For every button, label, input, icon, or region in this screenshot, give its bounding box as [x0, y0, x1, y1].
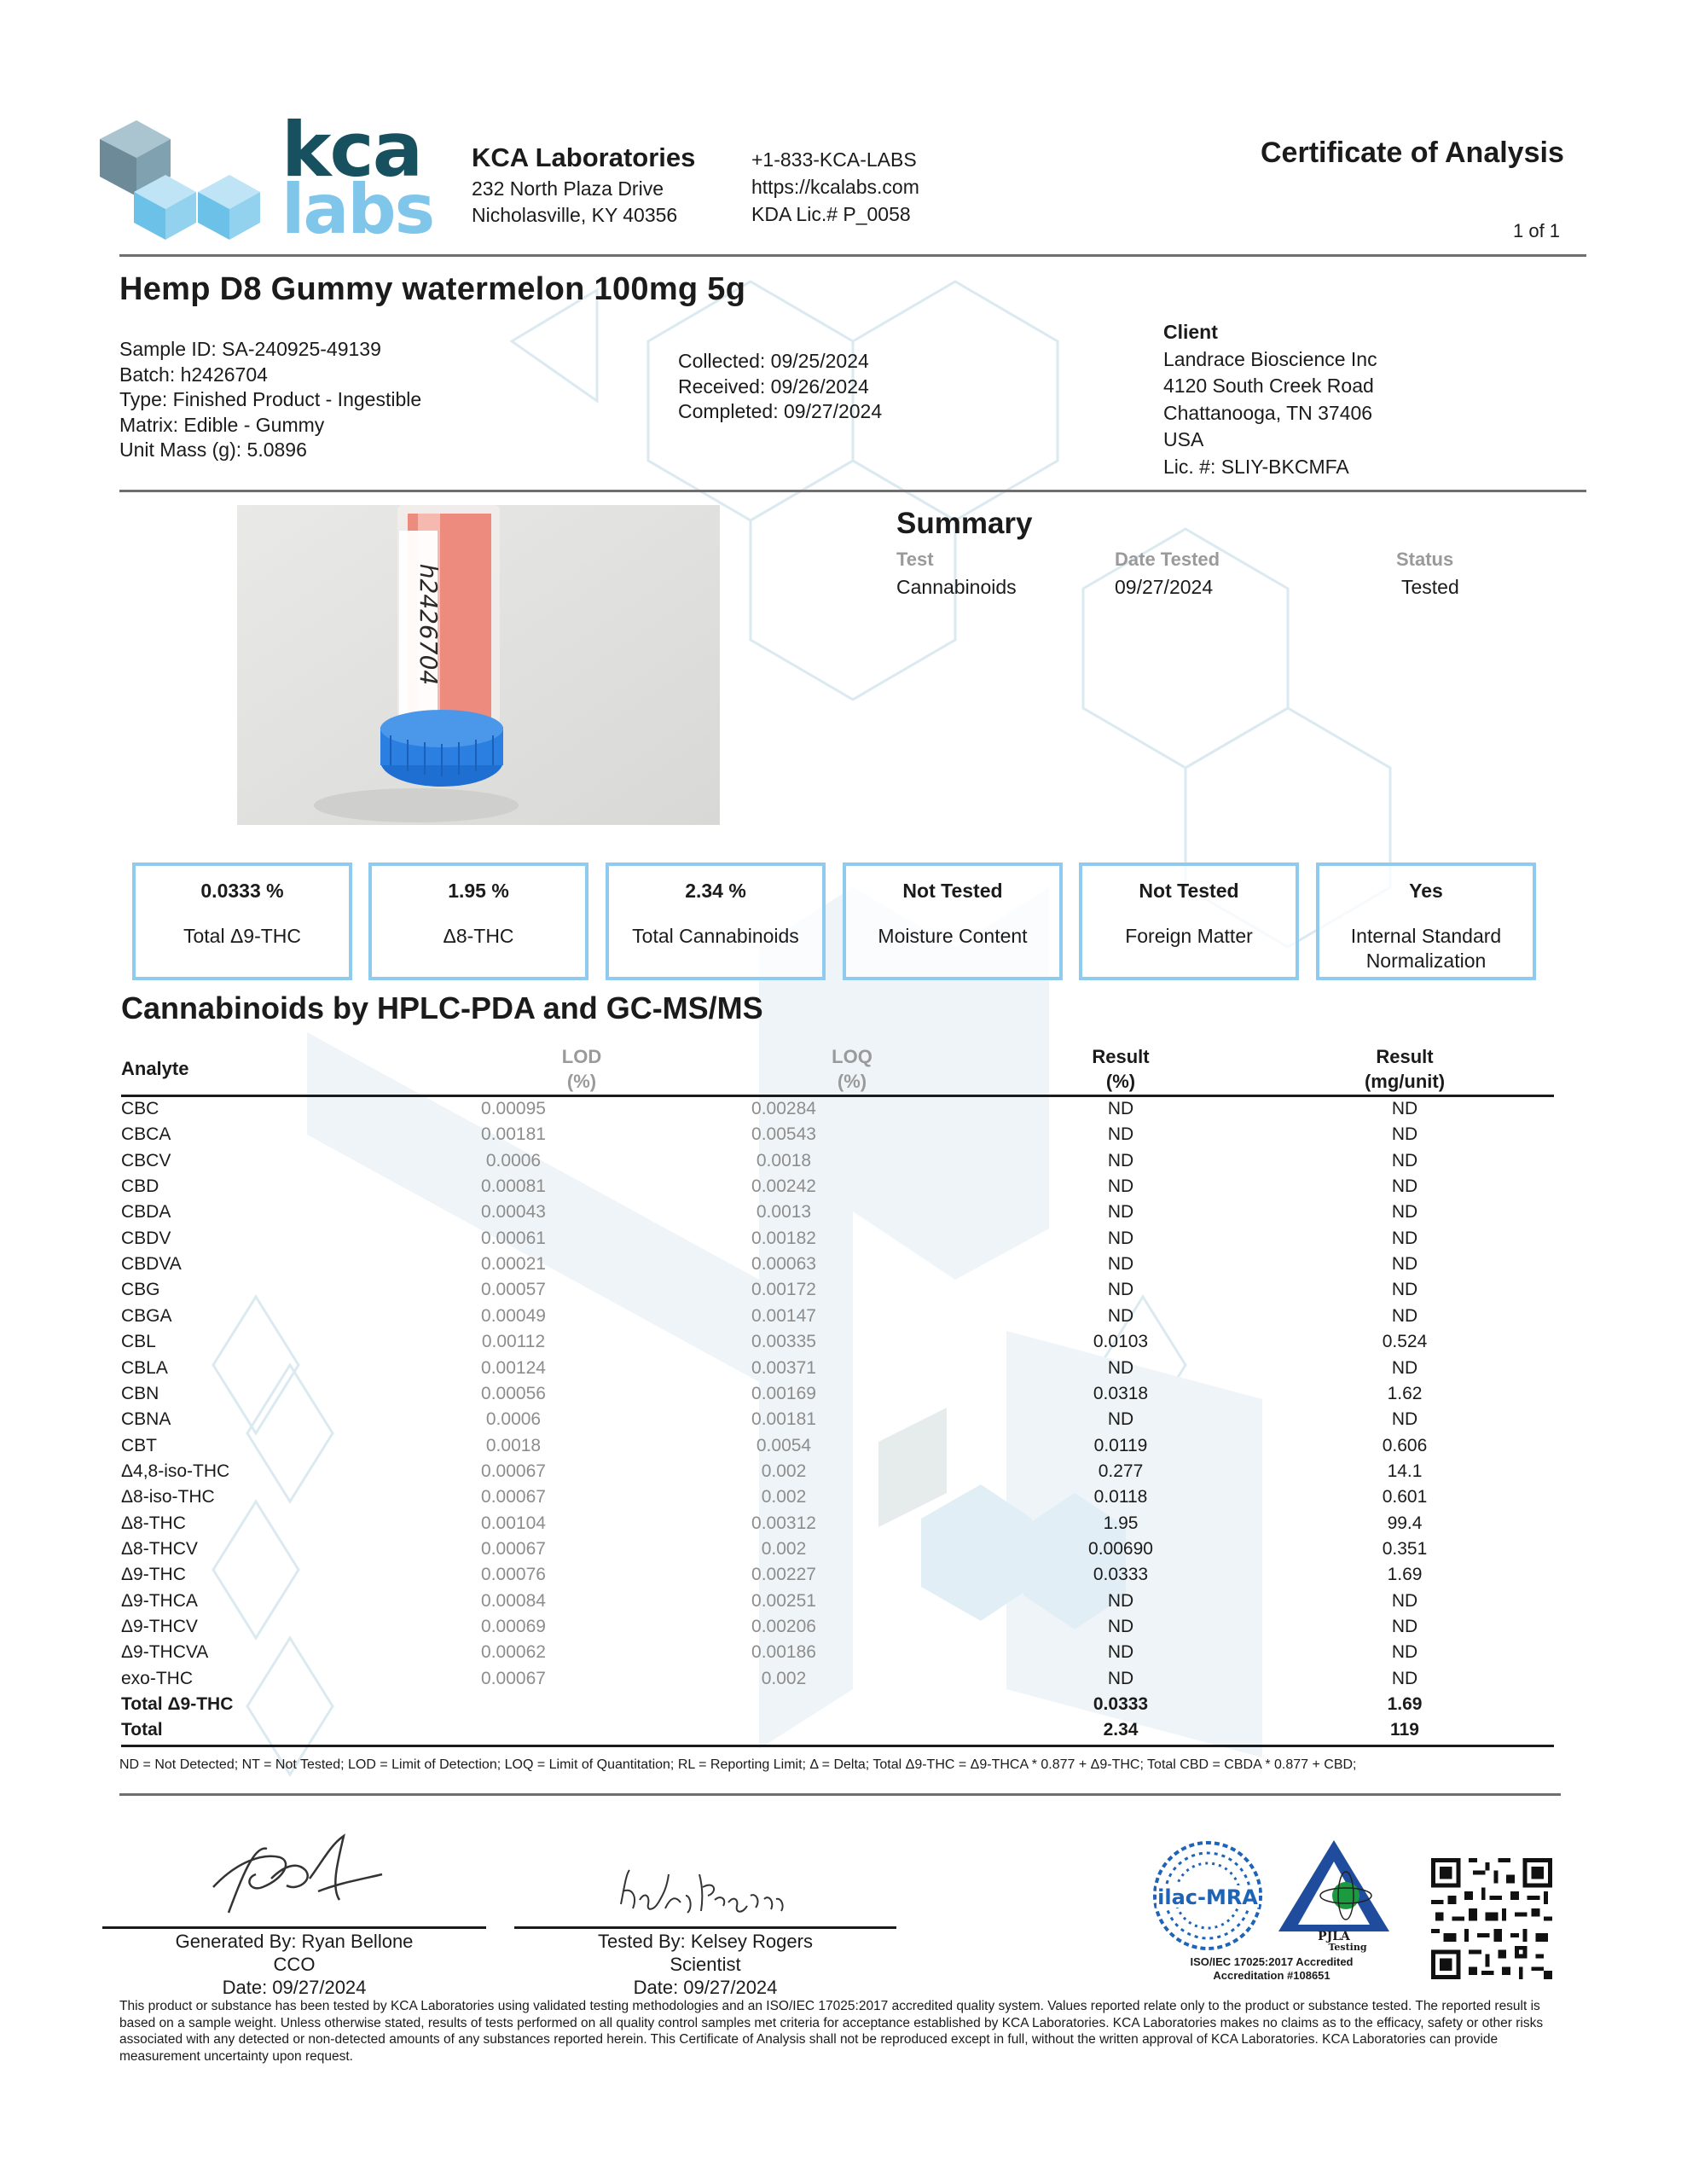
accreditation-line2: Accreditation #108651 — [1213, 1969, 1330, 1982]
analyte-name: Δ8-THCV — [121, 1538, 198, 1559]
result-pct: ND — [1107, 1305, 1134, 1326]
analyte-name: Δ4,8-iso-THC — [121, 1461, 230, 1481]
sample-vial-image — [237, 505, 720, 825]
table-row — [121, 1539, 1554, 1565]
loq-value: 0.00543 — [751, 1124, 816, 1145]
loq-value: 0.00284 — [751, 1099, 816, 1118]
result-mg: ND — [1391, 1642, 1418, 1663]
sample-type: Type: Finished Product - Ingestible — [119, 388, 422, 410]
table-row — [121, 1358, 1554, 1384]
sample-info — [119, 337, 421, 463]
completed-date: Completed: 09/27/2024 — [678, 400, 883, 422]
analyte-name: CBLA — [121, 1357, 168, 1378]
sample-matrix: Matrix: Edible - Gummy — [119, 413, 325, 436]
col-header-result-mg-label: Result — [1376, 1046, 1434, 1067]
loq-value: 0.00181 — [751, 1409, 816, 1430]
key-result-value: 0.0333 % — [200, 880, 284, 902]
pjla-subtitle: Testing — [1328, 1942, 1367, 1953]
analyte-name: CBC — [121, 1099, 159, 1118]
cannabinoids-section-title: Cannabinoids by HPLC-PDA and GC-MS/MS — [121, 990, 763, 1025]
lod-value: 0.00112 — [481, 1332, 546, 1352]
lod-value: 0.00043 — [481, 1202, 546, 1223]
col-header-result-label: Result — [1092, 1046, 1150, 1067]
result-mg: 0.601 — [1382, 1487, 1428, 1507]
lod-value: 0.00069 — [481, 1617, 546, 1636]
table-row — [121, 1151, 1554, 1176]
sample-photo — [237, 505, 720, 825]
lod-value: 0.00081 — [481, 1176, 546, 1197]
result-pct: ND — [1107, 1254, 1134, 1275]
loq-value: 0.002 — [761, 1461, 807, 1481]
result-pct: ND — [1107, 1617, 1134, 1636]
key-result-d8-thc — [368, 863, 588, 980]
loq-value: 0.00242 — [751, 1176, 816, 1197]
key-result-value: Not Tested — [902, 880, 1003, 902]
result-mg: ND — [1391, 1590, 1418, 1611]
table-row — [121, 1228, 1554, 1254]
kelsey-rogers-signature-icon — [614, 1862, 802, 1921]
footer-divider — [119, 1793, 1561, 1796]
tested-by-role: Scientist — [670, 1954, 741, 1975]
table-row — [121, 1176, 1554, 1202]
result-pct: 0.0118 — [1093, 1487, 1148, 1507]
result-pct: ND — [1107, 1280, 1134, 1300]
loq-value: 0.00147 — [751, 1305, 816, 1326]
loq-value: 0.0013 — [756, 1202, 812, 1223]
result-mg: 1.69 — [1387, 1565, 1423, 1585]
col-header-result-unit: (%) — [1105, 1071, 1136, 1092]
analyte-name: CBD — [121, 1176, 159, 1197]
lod-value: 0.00067 — [481, 1668, 546, 1688]
table-row — [121, 1099, 1554, 1124]
summary-header-status: Status — [1396, 549, 1454, 570]
loq-value: 0.0018 — [756, 1150, 812, 1170]
result-pct: 0.277 — [1098, 1461, 1144, 1481]
result-mg: ND — [1391, 1668, 1418, 1688]
key-result-moisture — [843, 863, 1063, 980]
received-date: Received: 09/26/2024 — [678, 375, 869, 398]
analyte-name: CBNA — [121, 1409, 171, 1430]
summary-test: Cannabinoids — [896, 576, 1017, 598]
analyte-name: CBN — [121, 1383, 159, 1403]
ilac-mra-logo-icon — [1148, 1836, 1267, 1955]
key-result-total-d9-thc — [132, 863, 352, 980]
analyte-name: CBT — [121, 1435, 157, 1455]
table-row — [121, 1332, 1554, 1357]
lod-value: 0.00084 — [481, 1590, 546, 1611]
table-row — [121, 1254, 1554, 1280]
result-pct: ND — [1107, 1357, 1134, 1378]
kca-cubes-logo-icon — [96, 115, 263, 241]
client-name: Landrace Bioscience Inc — [1163, 347, 1377, 370]
lod-value: 0.00062 — [481, 1642, 546, 1663]
result-mg: ND — [1391, 1357, 1418, 1378]
result-mg: 0.351 — [1382, 1538, 1428, 1559]
analyte-name: CBG — [121, 1280, 160, 1300]
result-pct: ND — [1107, 1124, 1134, 1145]
result-pct: ND — [1107, 1150, 1134, 1170]
summary-header-test: Test — [896, 549, 934, 570]
analyte-name: CBDVA — [121, 1254, 182, 1275]
result-pct: 0.00690 — [1088, 1538, 1153, 1559]
analyte-name: CBCV — [121, 1150, 171, 1170]
lab-address-line2: Nicholasville, KY 40356 — [472, 204, 678, 226]
table-total-row — [121, 1694, 1554, 1720]
lod-value: 0.00067 — [481, 1538, 546, 1559]
key-result-label: Δ8-THC — [443, 925, 514, 947]
lod-value: 0.0006 — [485, 1150, 542, 1170]
lab-phone: +1-833-KCA-LABS — [751, 148, 917, 171]
loq-value: 0.00312 — [751, 1513, 816, 1533]
col-header-result-pct — [1061, 1044, 1180, 1094]
result-mg: ND — [1391, 1202, 1418, 1223]
key-result-foreign-matter — [1079, 863, 1299, 980]
lod-value: 0.00067 — [481, 1487, 546, 1507]
lod-value: 0.00076 — [481, 1565, 546, 1585]
ryan-bellone-signature-icon — [203, 1827, 391, 1930]
header-divider — [119, 254, 1586, 257]
result-pct: ND — [1107, 1099, 1134, 1118]
lab-address-line1: 232 North Plaza Drive — [472, 177, 664, 200]
analyte-name: CBDV — [121, 1228, 171, 1248]
key-result-value: 1.95 % — [448, 880, 509, 902]
summary-title: Summary — [896, 507, 1033, 540]
summary-date: 09/27/2024 — [1115, 576, 1214, 598]
loq-value: 0.002 — [761, 1487, 807, 1507]
key-result-value: Not Tested — [1139, 880, 1239, 902]
client-license: Lic. #: SLIY-BKCMFA — [1163, 455, 1349, 478]
client-heading: Client — [1163, 321, 1218, 343]
lod-value: 0.00056 — [481, 1383, 546, 1403]
result-mg: ND — [1391, 1150, 1418, 1170]
disclaimer-text: This product or substance has been tested by KCA Laboratories using validated testing methodologies and an ISO/IEC 17025:2017 accredited quality system. Values reported relate only to the product or substance tested. The reported result is based on a sample weight. Unless otherwise stated, results of tests performed on all quality control samples met criteria for acceptance established by KCA Laboratories. KCA Laboratories makes no claims as to the efficacy, safety or other risks associated with any detected or non-detected amounts of any substances reported herein. This Certificate of Analysis shall not be reproduced except in full, without the written approval of KCA Laboratories. KCA Laboratories can provide measurement uncertainty upon request. — [119, 1999, 1544, 2064]
result-pct: ND — [1107, 1409, 1134, 1430]
loq-value: 0.00206 — [751, 1617, 816, 1636]
table-row — [121, 1617, 1554, 1642]
table-row — [121, 1124, 1554, 1150]
result-mg: 119 — [1390, 1720, 1419, 1740]
unit-mass: Unit Mass (g): 5.0896 — [119, 439, 307, 461]
result-mg: 0.524 — [1382, 1332, 1428, 1352]
table-row — [121, 1487, 1554, 1513]
table-row — [121, 1461, 1554, 1487]
col-header-result-mg-unit: (mg/unit) — [1364, 1071, 1446, 1092]
analyte-name: Δ9-THCV — [121, 1617, 198, 1636]
result-mg: 14.1 — [1387, 1461, 1423, 1481]
signature-block-tested — [514, 1930, 896, 1999]
collected-date: Collected: 09/25/2024 — [678, 350, 869, 372]
vial-label-handwriting: h2426704 — [415, 563, 443, 686]
table-row — [121, 1384, 1554, 1409]
accreditation-line1: ISO/IEC 17025:2017 Accredited — [1190, 1955, 1354, 1968]
signature-block-generated — [102, 1930, 486, 1999]
key-result-label: Foreign Matter — [1125, 925, 1253, 947]
signature-line-1 — [102, 1926, 486, 1929]
lab-website[interactable]: https://kcalabs.com — [751, 176, 919, 198]
result-pct: 0.0318 — [1093, 1383, 1149, 1403]
pjla-logo-icon — [1274, 1836, 1394, 1947]
col-header-result-mg — [1336, 1044, 1473, 1094]
result-mg: ND — [1391, 1280, 1418, 1300]
result-pct: 2.34 — [1103, 1720, 1139, 1740]
result-pct: 0.0333 — [1093, 1694, 1149, 1715]
table-footnote: ND = Not Detected; NT = Not Tested; LOD = Limit of Detection; LOQ = Limit of Quantitation; RL = Reporting Limit; Δ = Delta; Total Δ9-THC = Δ9-THCA * 0.877 + Δ9-THC; Total CBD = CBDA * 0.877 + CBD; — [119, 1757, 1357, 1772]
loq-value: 0.00251 — [751, 1590, 816, 1611]
loq-value: 0.0054 — [756, 1435, 812, 1455]
result-mg: ND — [1391, 1099, 1418, 1118]
table-bottom-rule — [121, 1745, 1554, 1747]
result-pct: 1.95 — [1103, 1513, 1139, 1533]
summary-status: Tested — [1401, 576, 1459, 598]
result-mg: ND — [1391, 1254, 1418, 1275]
table-total-row — [121, 1720, 1554, 1745]
result-pct: ND — [1107, 1202, 1134, 1223]
result-pct: ND — [1107, 1668, 1134, 1688]
result-pct: 0.0119 — [1093, 1435, 1148, 1455]
col-header-lod — [522, 1044, 641, 1094]
analyte-name: exo-THC — [121, 1668, 194, 1688]
sample-id: Sample ID: SA-240925-49139 — [119, 338, 381, 360]
lod-value: 0.00104 — [481, 1513, 546, 1533]
key-result-internal-standard — [1316, 863, 1536, 980]
analyte-name: Total Δ9-THC — [121, 1694, 234, 1715]
loq-value: 0.00186 — [751, 1642, 816, 1663]
qr-code-icon[interactable] — [1431, 1858, 1552, 1979]
loq-value: 0.00227 — [751, 1565, 816, 1585]
lod-value: 0.0018 — [485, 1435, 542, 1455]
batch: Batch: h2426704 — [119, 363, 268, 386]
tested-by-date: Date: 09/27/2024 — [633, 1977, 778, 1998]
col-header-analyte: Analyte — [121, 1058, 189, 1079]
result-pct: ND — [1107, 1642, 1134, 1663]
table-row — [121, 1280, 1554, 1305]
col-header-lod-label: LOD — [561, 1046, 602, 1067]
table-header-rule — [121, 1095, 1554, 1097]
table-row — [121, 1591, 1554, 1617]
analyte-name: Δ9-THC — [121, 1565, 186, 1585]
result-mg: 99.4 — [1387, 1513, 1423, 1533]
lod-value: 0.00124 — [481, 1357, 546, 1378]
table-row — [121, 1513, 1554, 1539]
result-mg: ND — [1391, 1176, 1418, 1197]
loq-value: 0.002 — [761, 1538, 807, 1559]
generated-by: Generated By: Ryan Bellone — [175, 1931, 414, 1952]
generated-by-role: CCO — [273, 1954, 316, 1975]
result-mg: 0.606 — [1382, 1435, 1428, 1455]
generated-by-date: Date: 09/27/2024 — [222, 1977, 367, 1998]
client-street: 4120 South Creek Road — [1163, 375, 1374, 397]
key-result-label: Total Cannabinoids — [632, 925, 799, 947]
analyte-name: CBCA — [121, 1124, 171, 1145]
result-pct: ND — [1107, 1228, 1134, 1248]
client-country: USA — [1163, 428, 1204, 450]
document-title: Certificate of Analysis — [1261, 136, 1564, 169]
loq-value: 0.00371 — [751, 1357, 816, 1378]
lod-value: 0.00049 — [481, 1305, 546, 1326]
lab-name: KCA Laboratories — [472, 142, 696, 172]
result-mg: ND — [1391, 1409, 1418, 1430]
table-row — [121, 1409, 1554, 1435]
lod-value: 0.0006 — [485, 1409, 542, 1430]
col-header-loq — [792, 1044, 912, 1094]
key-result-label: Internal Standard Normalization — [1350, 925, 1502, 972]
loq-value: 0.00172 — [751, 1280, 816, 1300]
table-row — [121, 1202, 1554, 1228]
key-result-label: Total Δ9-THC — [183, 925, 302, 947]
analyte-name: Δ9-THCA — [121, 1590, 198, 1611]
loq-value: 0.00335 — [751, 1332, 816, 1352]
loq-value: 0.00182 — [751, 1228, 816, 1248]
loq-value: 0.00169 — [751, 1383, 816, 1403]
result-pct: 0.0103 — [1093, 1332, 1149, 1352]
result-mg: 1.69 — [1387, 1694, 1423, 1715]
lod-value: 0.00021 — [481, 1254, 546, 1275]
loq-value: 0.00063 — [751, 1254, 816, 1275]
analyte-name: Δ8-iso-THC — [121, 1487, 215, 1507]
lod-value: 0.00061 — [481, 1228, 546, 1248]
result-pct: 0.0333 — [1093, 1565, 1149, 1585]
key-result-value: Yes — [1409, 880, 1443, 902]
table-row — [121, 1565, 1554, 1590]
client-info — [1163, 319, 1377, 480]
analyte-name: CBGA — [121, 1305, 172, 1326]
signature-line-2 — [514, 1926, 896, 1929]
result-mg: 1.62 — [1387, 1383, 1423, 1403]
result-mg: ND — [1391, 1305, 1418, 1326]
lod-value: 0.00181 — [481, 1124, 546, 1145]
key-result-total-cannabinoids — [606, 863, 826, 980]
ilac-mra-text: ilac-MRA — [1157, 1885, 1258, 1909]
col-header-lod-unit: (%) — [566, 1071, 597, 1092]
client-city: Chattanooga, TN 37406 — [1163, 401, 1373, 424]
result-pct: ND — [1107, 1176, 1134, 1197]
table-row — [121, 1436, 1554, 1461]
lab-license: KDA Lic.# P_0058 — [751, 203, 911, 225]
lod-value: 0.00067 — [481, 1461, 546, 1481]
analyte-name: CBDA — [121, 1202, 171, 1223]
page-number: 1 of 1 — [1513, 220, 1561, 241]
table-row — [121, 1306, 1554, 1332]
col-header-loq-label: LOQ — [832, 1046, 872, 1067]
result-mg: ND — [1391, 1124, 1418, 1145]
logo-wordmark-bottom: labs — [281, 170, 434, 249]
lod-value: 0.00057 — [481, 1280, 546, 1300]
analyte-name: CBL — [121, 1332, 156, 1352]
analyte-name: Total — [121, 1720, 163, 1740]
table-row — [121, 1642, 1554, 1668]
summary-header-date: Date Tested — [1115, 549, 1220, 570]
sample-dates — [678, 349, 882, 425]
result-mg: ND — [1391, 1617, 1418, 1636]
pjla-text: PJLA — [1318, 1930, 1350, 1943]
result-mg: ND — [1391, 1228, 1418, 1248]
analyte-name: Δ9-THCVA — [121, 1642, 209, 1663]
table-row — [121, 1669, 1554, 1694]
analyte-name: Δ8-THC — [121, 1513, 186, 1533]
key-result-label: Moisture Content — [878, 925, 1028, 947]
tested-by: Tested By: Kelsey Rogers — [598, 1931, 813, 1952]
lod-value: 0.00095 — [481, 1099, 546, 1118]
logo-wordmark-top: kca — [281, 106, 422, 194]
info-divider — [119, 490, 1586, 492]
result-pct: ND — [1107, 1590, 1134, 1611]
accreditation-text — [1148, 1955, 1395, 1983]
product-title: Hemp D8 Gummy watermelon 100mg 5g — [119, 271, 746, 307]
loq-value: 0.002 — [761, 1668, 807, 1688]
col-header-loq-unit: (%) — [837, 1071, 867, 1092]
key-result-value: 2.34 % — [685, 880, 746, 902]
